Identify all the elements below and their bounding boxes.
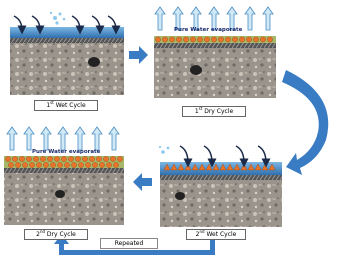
evaporate-text: Pure Water evaporate bbox=[174, 27, 243, 33]
cycle-label-wet-1 bbox=[34, 100, 98, 111]
process-arrow-icon bbox=[133, 173, 152, 191]
panel-wet-cycle-1 bbox=[10, 12, 124, 95]
panel-dry-cycle-1 bbox=[154, 7, 276, 98]
cycle-label-dry-1 bbox=[182, 106, 246, 117]
cycle-ordinal-suffix: nd bbox=[39, 229, 46, 234]
rebar bbox=[154, 43, 276, 48]
process-arrow-icon bbox=[282, 70, 328, 175]
aggregate bbox=[88, 57, 100, 67]
curved-down-arrow-icon bbox=[180, 146, 266, 163]
cycle-ordinal-suffix: st bbox=[198, 106, 203, 111]
water-splash bbox=[50, 12, 66, 25]
aggregate bbox=[175, 192, 185, 200]
water-layer bbox=[10, 27, 124, 38]
rebar bbox=[160, 175, 282, 180]
process-arrow-icon bbox=[129, 46, 148, 64]
cycle-ordinal-suffix: nd bbox=[199, 229, 205, 234]
water-splash bbox=[159, 146, 170, 154]
cycle-label-wet-2 bbox=[186, 229, 246, 240]
concrete-block bbox=[154, 48, 276, 98]
cycle-name: Dry Cycle bbox=[202, 108, 234, 115]
salt-deposits bbox=[155, 37, 272, 42]
cycle-name: Wet Cycle bbox=[53, 102, 86, 109]
cycle-ordinal: 1 bbox=[194, 108, 199, 115]
panel-wet-cycle-2 bbox=[159, 146, 282, 227]
evaporate-text: Pure Water evaporate bbox=[32, 149, 101, 155]
rebar bbox=[10, 38, 124, 43]
aggregate bbox=[190, 65, 202, 75]
cycle-ordinal: 2 bbox=[195, 231, 200, 238]
up-arrow-icon bbox=[7, 127, 119, 150]
cycle-label-dry-2 bbox=[24, 229, 88, 240]
aggregate bbox=[55, 190, 65, 198]
rebar bbox=[4, 168, 124, 173]
cycle-ordinal: 2 bbox=[36, 231, 40, 238]
cycle-ordinal: 1 bbox=[46, 102, 51, 109]
panel-dry-cycle-2 bbox=[4, 127, 124, 225]
concrete-block bbox=[4, 173, 124, 225]
cycle-name: Dry Cycle bbox=[45, 231, 76, 238]
repeated-label: Repeated bbox=[100, 238, 158, 249]
cycle-name: Wet Cycle bbox=[204, 231, 237, 238]
concrete-block bbox=[10, 43, 124, 95]
concrete-block bbox=[160, 180, 282, 227]
cycle-ordinal-suffix: st bbox=[50, 100, 54, 105]
